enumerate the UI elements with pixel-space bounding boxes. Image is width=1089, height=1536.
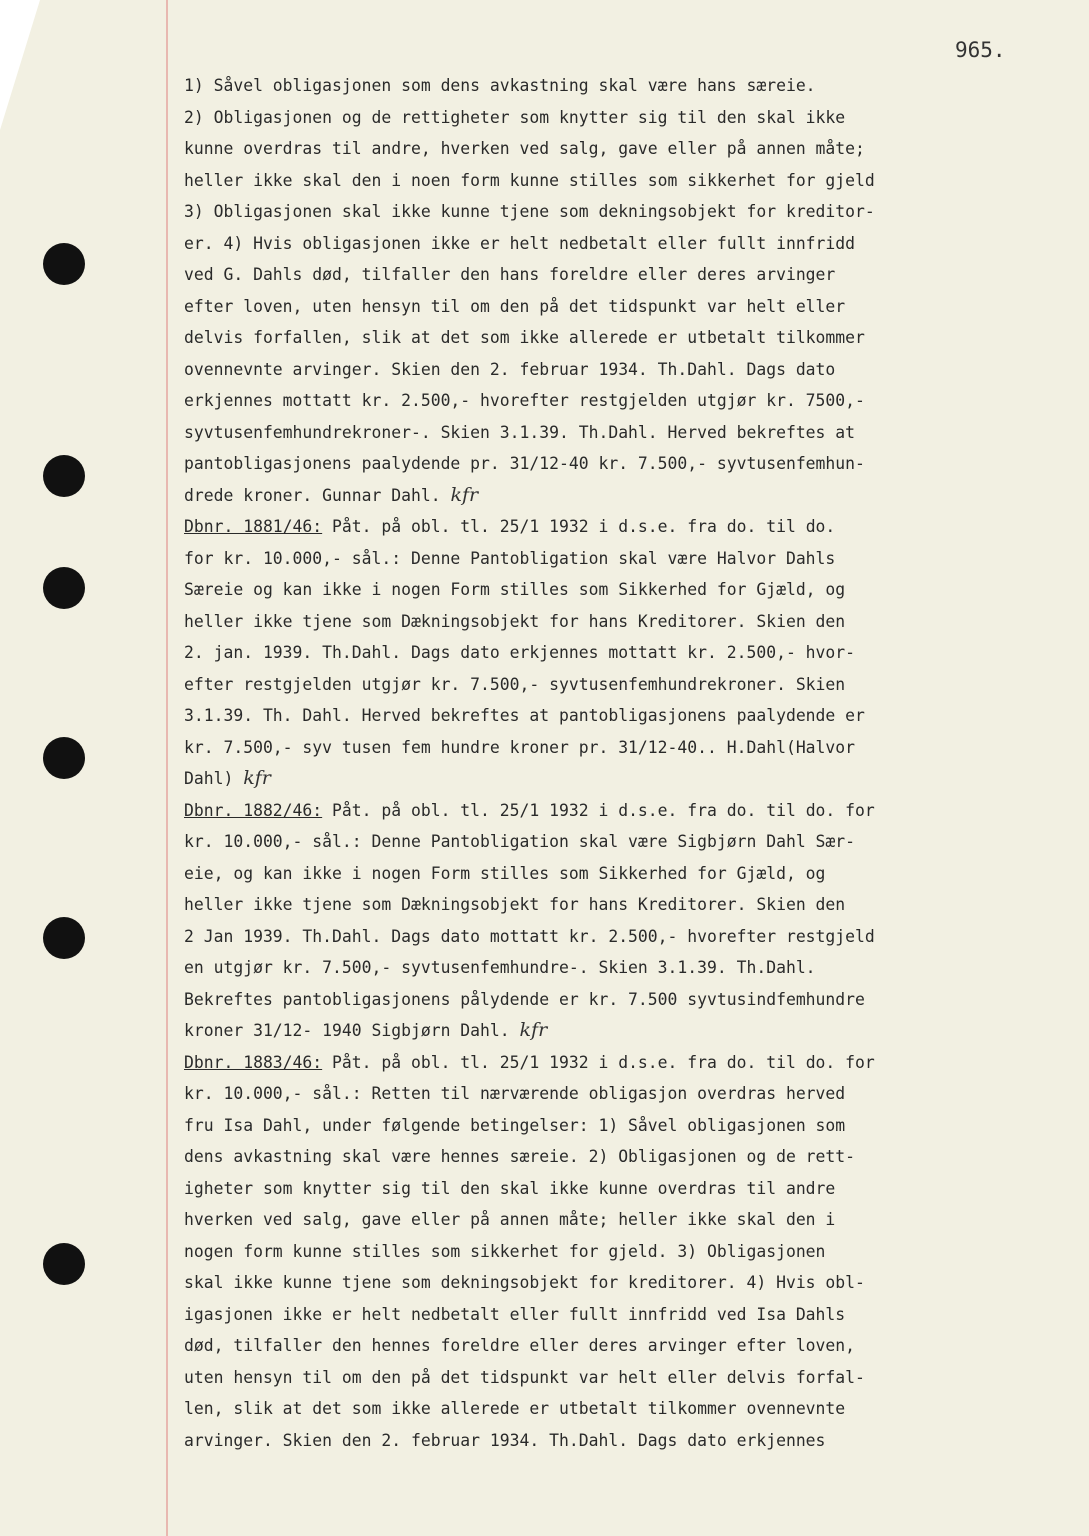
text-line: kunne overdras til andre, hverken ved salg, gave eller på annen måte; xyxy=(184,139,865,158)
text-line-with-initials xyxy=(184,480,1084,512)
text-line: efter restgjelden utgjør kr. 7.500,- syvtusenfemhundrekroner. Skien xyxy=(184,674,846,694)
text-line: kr. 7.500,- syv tusen fem hundre kroner pr. 31/12-40.. H.Dahl(Halvor xyxy=(184,737,856,757)
text-line-with-initials xyxy=(184,1015,1084,1047)
text-line: en utgjør kr. 7.500,- syvtusenfemhundre-. Skien 3.1.39. Th.Dahl. xyxy=(184,958,816,977)
entry-line xyxy=(184,1047,1084,1079)
handwritten-initials: kfr xyxy=(519,1019,548,1041)
handwritten-initials: kfr xyxy=(243,767,271,789)
punch-hole xyxy=(43,917,85,959)
text-segment: Dahl) xyxy=(184,769,234,788)
text-segment: kroner 31/12- 1940 Sigbjørn Dahl. xyxy=(184,1021,510,1040)
text-line: pantobligasjonens paalydende pr. 31/12-40 kr. 7.500,- syvtusenfemhun- xyxy=(184,454,865,473)
cut-corner xyxy=(0,0,40,130)
text-line: 3.1.39. Th. Dahl. Herved bekreftes at pantobligasjonens paalydende er xyxy=(184,706,865,725)
text-line: erkjennes mottatt kr. 2.500,- hvorefter restgjelden utgjør kr. 7500,- xyxy=(184,391,865,410)
text-line: heller ikke tjene som Dækningsobjekt for hans Kreditorer. Skien den xyxy=(184,611,846,631)
text-line: heller ikke tjene som Dækningsobjekt for hans Kreditorer. Skien den xyxy=(184,895,846,914)
text-line: kr. 10.000,- sål.: Retten til nærværende obligasjon overdras herved xyxy=(184,1084,846,1103)
text-line: igasjonen ikke er helt nedbetalt eller fullt innfridd ved Isa Dahls xyxy=(184,1304,846,1324)
entry-reference: Dbnr. 1883/46: xyxy=(184,1052,323,1072)
margin-rule xyxy=(166,0,168,1536)
text-line: delvis forfallen, slik at det som ikke allerede er utbetalt tilkommer xyxy=(184,328,865,347)
text-line: Bekreftes pantobligasjonens pålydende er kr. 7.500 syvtusindfemhundre xyxy=(184,989,865,1009)
text-line: skal ikke kunne tjene som dekningsobjekt for kreditorer. 4) Hvis obl- xyxy=(184,1273,865,1292)
handwritten-initials: kfr xyxy=(450,483,479,506)
text-line: 1) Såvel obligasjonen som dens avkastning skal være hans særeie. xyxy=(184,76,816,95)
text-line: igheter som knytter sig til den skal ikke kunne overdras til andre xyxy=(184,1178,836,1198)
text-line: kr. 10.000,- sål.: Denne Pantobligation skal være Sigbjørn Dahl Sær- xyxy=(184,832,856,851)
text-line: nogen form kunne stilles som sikkerhet for gjeld. 3) Obligasjonen xyxy=(184,1241,826,1261)
text-line: uten hensyn til om den på det tidspunkt var helt eller delvis forfal- xyxy=(184,1367,865,1387)
entry-reference: Dbnr. 1882/46: xyxy=(184,800,323,820)
entry-line xyxy=(184,795,1084,827)
page-number: 965. xyxy=(955,38,1006,62)
text-line: 2 Jan 1939. Th.Dahl. Dags dato mottatt kr. 2.500,- hvorefter restgjeld xyxy=(184,926,875,946)
text-line: dens avkastning skal være hennes særeie. 2) Obligasjonen og de rett- xyxy=(184,1147,856,1166)
text-line: Særeie og kan ikke i nogen Form stilles som Sikkerhed for Gjæld, og xyxy=(184,580,846,599)
text-line: hverken ved salg, gave eller på annen måte; heller ikke skal den i xyxy=(184,1210,836,1229)
entry-reference: Dbnr. 1881/46: xyxy=(184,517,323,536)
entry-line xyxy=(184,511,1084,543)
text-segment: Påt. på obl. tl. 25/1 1932 i d.s.e. fra do. til do. for xyxy=(322,800,875,820)
text-line: ved G. Dahls død, tilfaller den hans foreldre eller deres arvinger xyxy=(184,265,836,284)
punch-hole xyxy=(43,1243,85,1285)
text-line: heller ikke skal den i noen form kunne stilles som sikkerhet for gjeld xyxy=(184,170,875,190)
punch-hole xyxy=(43,737,85,779)
text-segment: drede kroner. Gunnar Dahl. xyxy=(184,485,441,505)
text-line: er. 4) Hvis obligasjonen ikke er helt nedbetalt eller fullt innfridd xyxy=(184,233,856,253)
text-line: syvtusenfemhundrekroner-. Skien 3.1.39. Th.Dahl. Herved bekreftes at xyxy=(184,422,856,442)
text-line: fru Isa Dahl, under følgende betingelser: 1) Såvel obligasjonen som xyxy=(184,1115,846,1135)
text-line: arvinger. Skien den 2. februar 1934. Th.Dahl. Dags dato erkjennes xyxy=(184,1430,826,1450)
punch-hole xyxy=(43,567,85,609)
document-body xyxy=(184,70,1084,1456)
text-segment: Påt. på obl. tl. 25/1 1932 i d.s.e. fra do. til do. xyxy=(322,517,836,536)
text-line-with-initials xyxy=(184,763,1084,795)
text-line: eie, og kan ikke i nogen Form stilles som Sikkerhed for Gjæld, og xyxy=(184,863,826,883)
text-line: 2) Obligasjonen og de rettigheter som knytter sig til den skal ikke xyxy=(184,107,846,127)
text-line: efter loven, uten hensyn til om den på det tidspunkt var helt eller xyxy=(184,296,846,316)
punch-hole xyxy=(43,455,85,497)
text-line: 2. jan. 1939. Th.Dahl. Dags dato erkjennes mottatt kr. 2.500,- hvor- xyxy=(184,643,856,662)
text-line: 3) Obligasjonen skal ikke kunne tjene som dekningsobjekt for kreditor- xyxy=(184,202,875,221)
text-line: ovennevnte arvinger. Skien den 2. februar 1934. Th.Dahl. Dags dato xyxy=(184,359,836,379)
text-line: død, tilfaller den hennes foreldre eller deres arvinger efter loven, xyxy=(184,1336,856,1355)
punch-hole xyxy=(43,243,85,285)
text-segment: Påt. på obl. tl. 25/1 1932 i d.s.e. fra do. til do. for xyxy=(322,1052,875,1072)
text-line: for kr. 10.000,- sål.: Denne Pantobligation skal være Halvor Dahls xyxy=(184,548,836,568)
text-line: len, slik at det som ikke allerede er utbetalt tilkommer ovennevnte xyxy=(184,1399,846,1418)
